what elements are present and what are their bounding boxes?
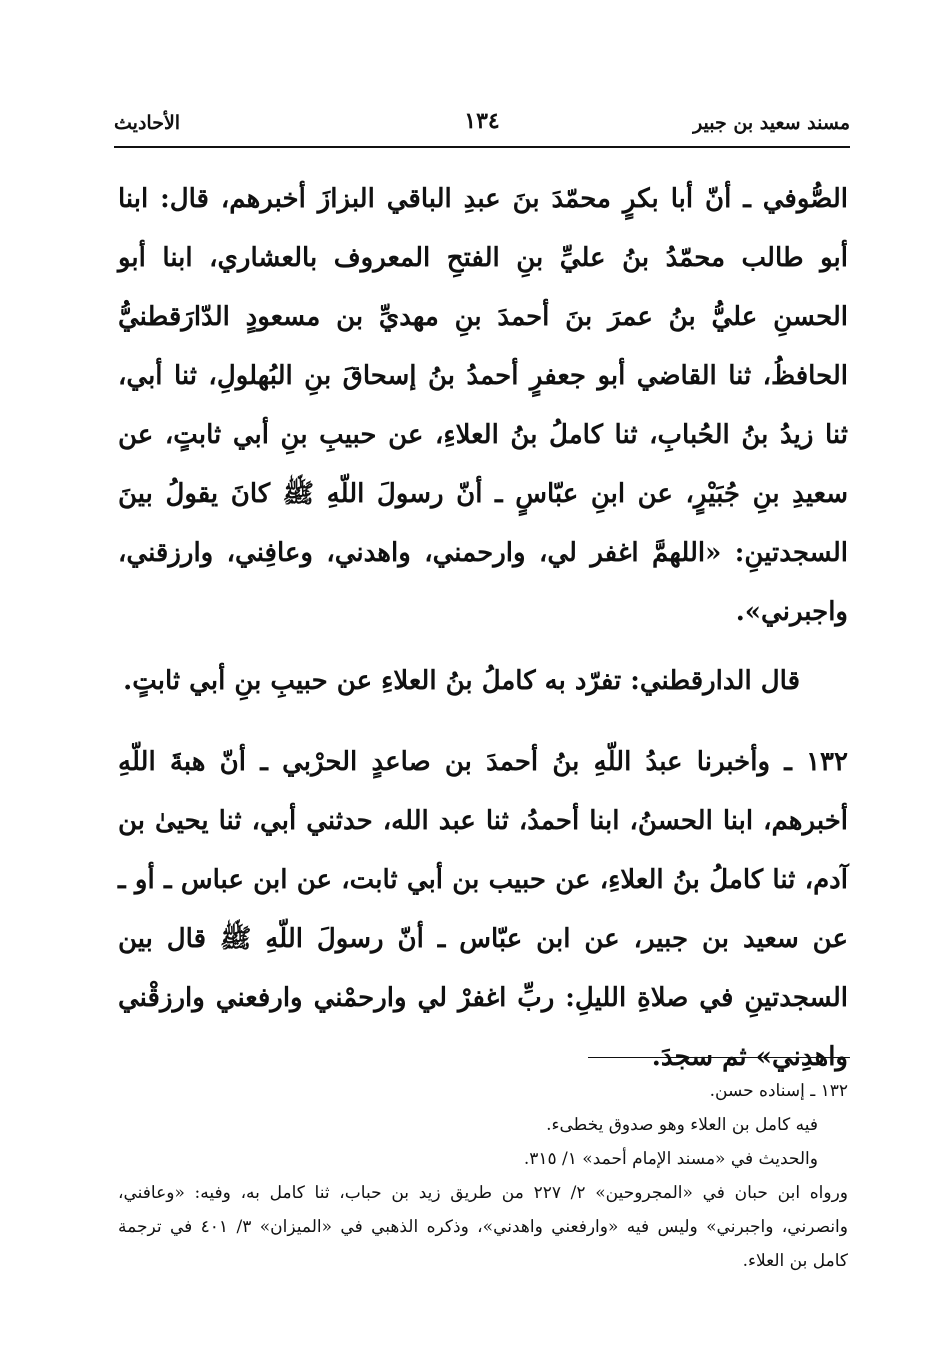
main-text: [118, 170, 848, 1087]
section-title: الأحاديث: [114, 112, 181, 134]
running-header: [114, 108, 850, 142]
daraqutni-remark: قال الدارقطني: تفرّد به كاملُ بنُ العلاءِ عن حبيبِ بنِ أبي ثابتٍ.: [123, 666, 800, 696]
hadith-132-paragraph: ١٣٢ ـ وأخبرنا عبدُ اللّهِ بنُ أحمدَ بن صاعدٍ الحرْبي ـ أنّ هبةَ اللّهِ أخبرهم، ابنا الحسنُ، ابنا أحمدُ، ثنا عبد الله، حدثني أبي، ثنا يحيىٰ بن آدم، ثنا كاملُ بنُ العلاءِ، عن حبيب بن أبي ثابت، عن ابن عباس ـ أو ـ عن سعيد بن جبير، عن ابن عبّاس ـ أنّ رسولَ اللّهِ ﷺ قال بين السجدتينِ في صلاةِ الليلِ: ربِّ اغفرْ لي وارحمْني وارفعني وارزقْني واهدِني» ثم سجدَ.: [118, 747, 848, 1072]
footnote-line: فيه كامل بن العلاء وهو صدوق يخطىء.: [546, 1115, 818, 1135]
footnote-line: ورواه ابن حبان في «المجروحين» ٢/ ٢٢٧ من طريق زيد بن حباب، ثنا كامل به، وفيه: «وعافني، وانصرني، واجبرني» وليس فيه «وارفعني واهدني»، وذكره الذهبي في «الميزان» ٣/ ٤٠١ في ترجمة كامل بن العلاء.: [118, 1183, 849, 1271]
page-number: ١٣٤: [464, 108, 500, 134]
hadith-paragraph-continued: الصُّوفي ـ أنّ أبا بكرٍ محمّدَ بنَ عبدِ الباقي البزازَ أخبرهم، قال: ابنا أبو طالب محمّدُ بنُ عليِّ بنِ الفتحِ المعروف بالعشاري، ابنا أبو الحسنِ عليُّ بنُ عمرَ بنَ أحمدَ بنِ مهديِّ بن مسعودٍ الدّارَقطنيُّ الحافظُ، ثنا القاضي أبو جعفرٍ أحمدُ بنُ إسحاقَ بنِ البُهلولِ، ثنا أبي، ثنا زيدُ بنُ الحُبابِ، ثنا كاملُ بنُ العلاءِ، عن حبيبِ بنِ أبي ثابتٍ، عن سعيدِ بنِ جُبَيْرٍ، عن ابنِ عبّاسٍ ـ أنّ رسولَ اللّهِ ﷺ كانَ يقولُ بينَ السجدتينِ: «اللهمَّ اغفر لي، وارحمني، واهدني، وعافِني، وارزقني، واجبرني».: [118, 184, 848, 627]
footnote-divider: [588, 1057, 850, 1058]
footnotes: [118, 1074, 848, 1278]
footnote-line: والحديث في «مسند الإمام أحمد» ١/ ٣١٥.: [523, 1149, 818, 1169]
book-title: مسند سعيد بن جبير: [693, 112, 850, 134]
footnote-line: ١٣٢ ـ إسناده حسن.: [709, 1081, 848, 1101]
header-divider: [114, 146, 850, 148]
